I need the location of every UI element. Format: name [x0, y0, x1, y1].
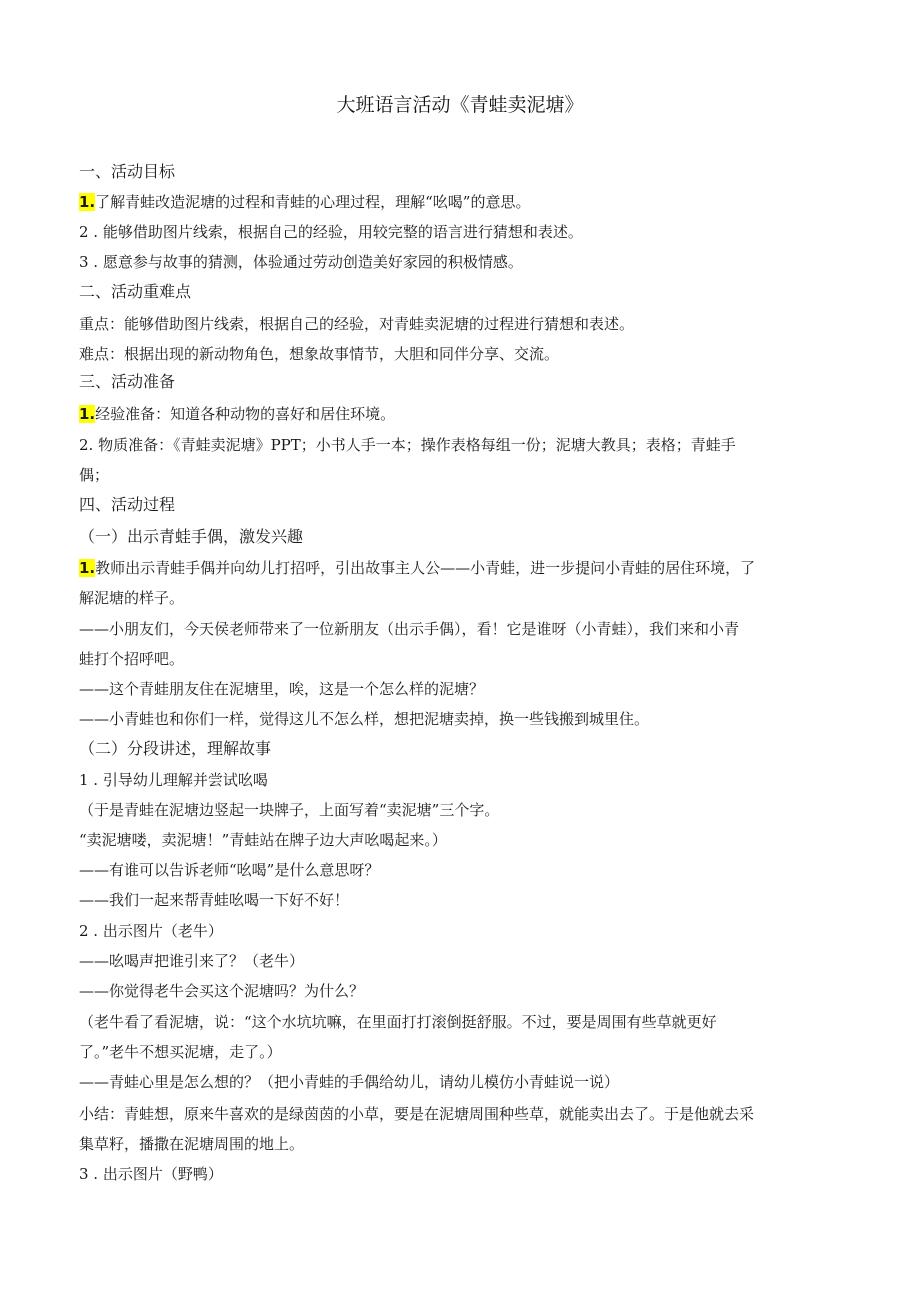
section-heading-process: 四、活动过程 — [79, 495, 176, 514]
highlighted-number: 1. — [79, 559, 96, 577]
section-heading-key-points: 二、活动重难点 — [79, 282, 192, 301]
dialogue-line: ——小朋友们，今天侯老师带来了一位新朋友（出示手偶），看！它是谁呀（小青蛙），我们来和小青 — [79, 620, 740, 638]
part1-item-1-text: 教师出示青蛙手偶并向幼儿打招呼，引出故事主人公——小青蛙，进一步提问小青蛙的居住环境，了 — [95, 559, 756, 577]
dialogue-line: ——吆喝声把谁引来了？（老牛） — [79, 952, 305, 970]
section-heading-goals: 一、活动目标 — [79, 162, 176, 181]
goal-item-3: 3 . 愿意参与故事的猜测，体验通过劳动创造美好家园的积极情感。 — [79, 253, 523, 271]
highlighted-number: 1. — [79, 405, 96, 423]
goal-item-2: 2 . 能够借助图片线索，根据自己的经验，用较完整的语言进行猜想和表述。 — [79, 223, 583, 241]
story-line: （老牛看了看泥塘，说：“这个水坑坑嘛，在里面打打滚倒挺舒服。不过，要是周围有些草就更好 — [79, 1013, 717, 1031]
subsection-heading-part2: （二）分段讲述，理解故事 — [79, 739, 272, 758]
dialogue-line: 蛙打个招呼吧。 — [79, 650, 185, 668]
dialogue-line: ——这个青蛙朋友住在泥塘里，唉，这是一个怎么样的泥塘？ — [79, 680, 485, 698]
subsection-heading-part1: （一）出示青蛙手偶，激发兴趣 — [79, 527, 304, 546]
highlighted-number: 1. — [79, 193, 96, 211]
dialogue-line: ——小青蛙也和你们一样，觉得这儿不怎么样，想把泥塘卖掉，换一些钱搬到城里住。 — [79, 710, 650, 728]
prep-item-1-text: 经验准备：知道各种动物的喜好和居住环境。 — [95, 405, 396, 423]
step-item-1: 1 . 引导幼儿理解并尝试吆喝 — [79, 771, 268, 789]
dialogue-line: ——青蛙心里是怎么想的？（把小青蛙的手偶给幼儿，请幼儿模仿小青蛙说一说） — [79, 1073, 620, 1091]
goal-item-1-text: 了解青蛙改造泥塘的过程和青蛙的心理过程，理解“吆喝”的意思。 — [95, 193, 531, 211]
prep-item-2-line-1: 2. 物质准备：《青蛙卖泥塘》PPT；小书人手一本；操作表格每组一份；泥塘大教具；表格；青蛙手 — [79, 436, 736, 454]
step-item-3: 3 . 出示图片（野鸭） — [79, 1165, 223, 1183]
dialogue-line: ——你觉得老牛会买这个泥塘吗？为什么？ — [79, 982, 365, 1000]
dialogue-line: ——有谁可以告诉老师“吆喝”是什么意思呀？ — [79, 861, 380, 879]
story-line: 了。”老牛不想买泥塘，走了。） — [79, 1043, 282, 1061]
goal-item-1 — [79, 192, 854, 212]
prep-item-1 — [79, 404, 854, 424]
key-point: 重点：能够借助图片线索，根据自己的经验，对青蛙卖泥塘的过程进行猜想和表述。 — [79, 315, 635, 333]
summary-line-1: 小结：青蛙想，原来牛喜欢的是绿茵茵的小草，要是在泥塘周围种些草，就能卖出去了。于是他就去采 — [79, 1105, 755, 1123]
hard-point: 难点：根据出现的新动物角色，想象故事情节，大胆和同伴分享、交流。 — [79, 345, 560, 363]
step-item-2: 2 . 出示图片（老牛） — [79, 922, 223, 940]
story-line: （于是青蛙在泥塘边竖起一块牌子，上面写着“卖泥塘”三个字。 — [79, 801, 500, 819]
story-line: “卖泥塘喽，卖泥塘！”青蛙站在牌子边大声吆喝起来。） — [79, 831, 447, 849]
summary-line-2: 集草籽，播撒在泥塘周围的地上。 — [79, 1135, 305, 1153]
prep-item-2-line-2: 偶； — [79, 466, 110, 484]
part1-item-1-line-2: 解泥塘的样子。 — [79, 589, 185, 607]
part1-item-1-line-1 — [79, 558, 854, 578]
section-heading-preparation: 三、活动准备 — [79, 372, 176, 391]
page-title: 大班语言活动《青蛙卖泥塘》 — [336, 94, 584, 116]
dialogue-line: ——我们一起来帮青蛙吆喝一下好不好！ — [79, 891, 350, 909]
